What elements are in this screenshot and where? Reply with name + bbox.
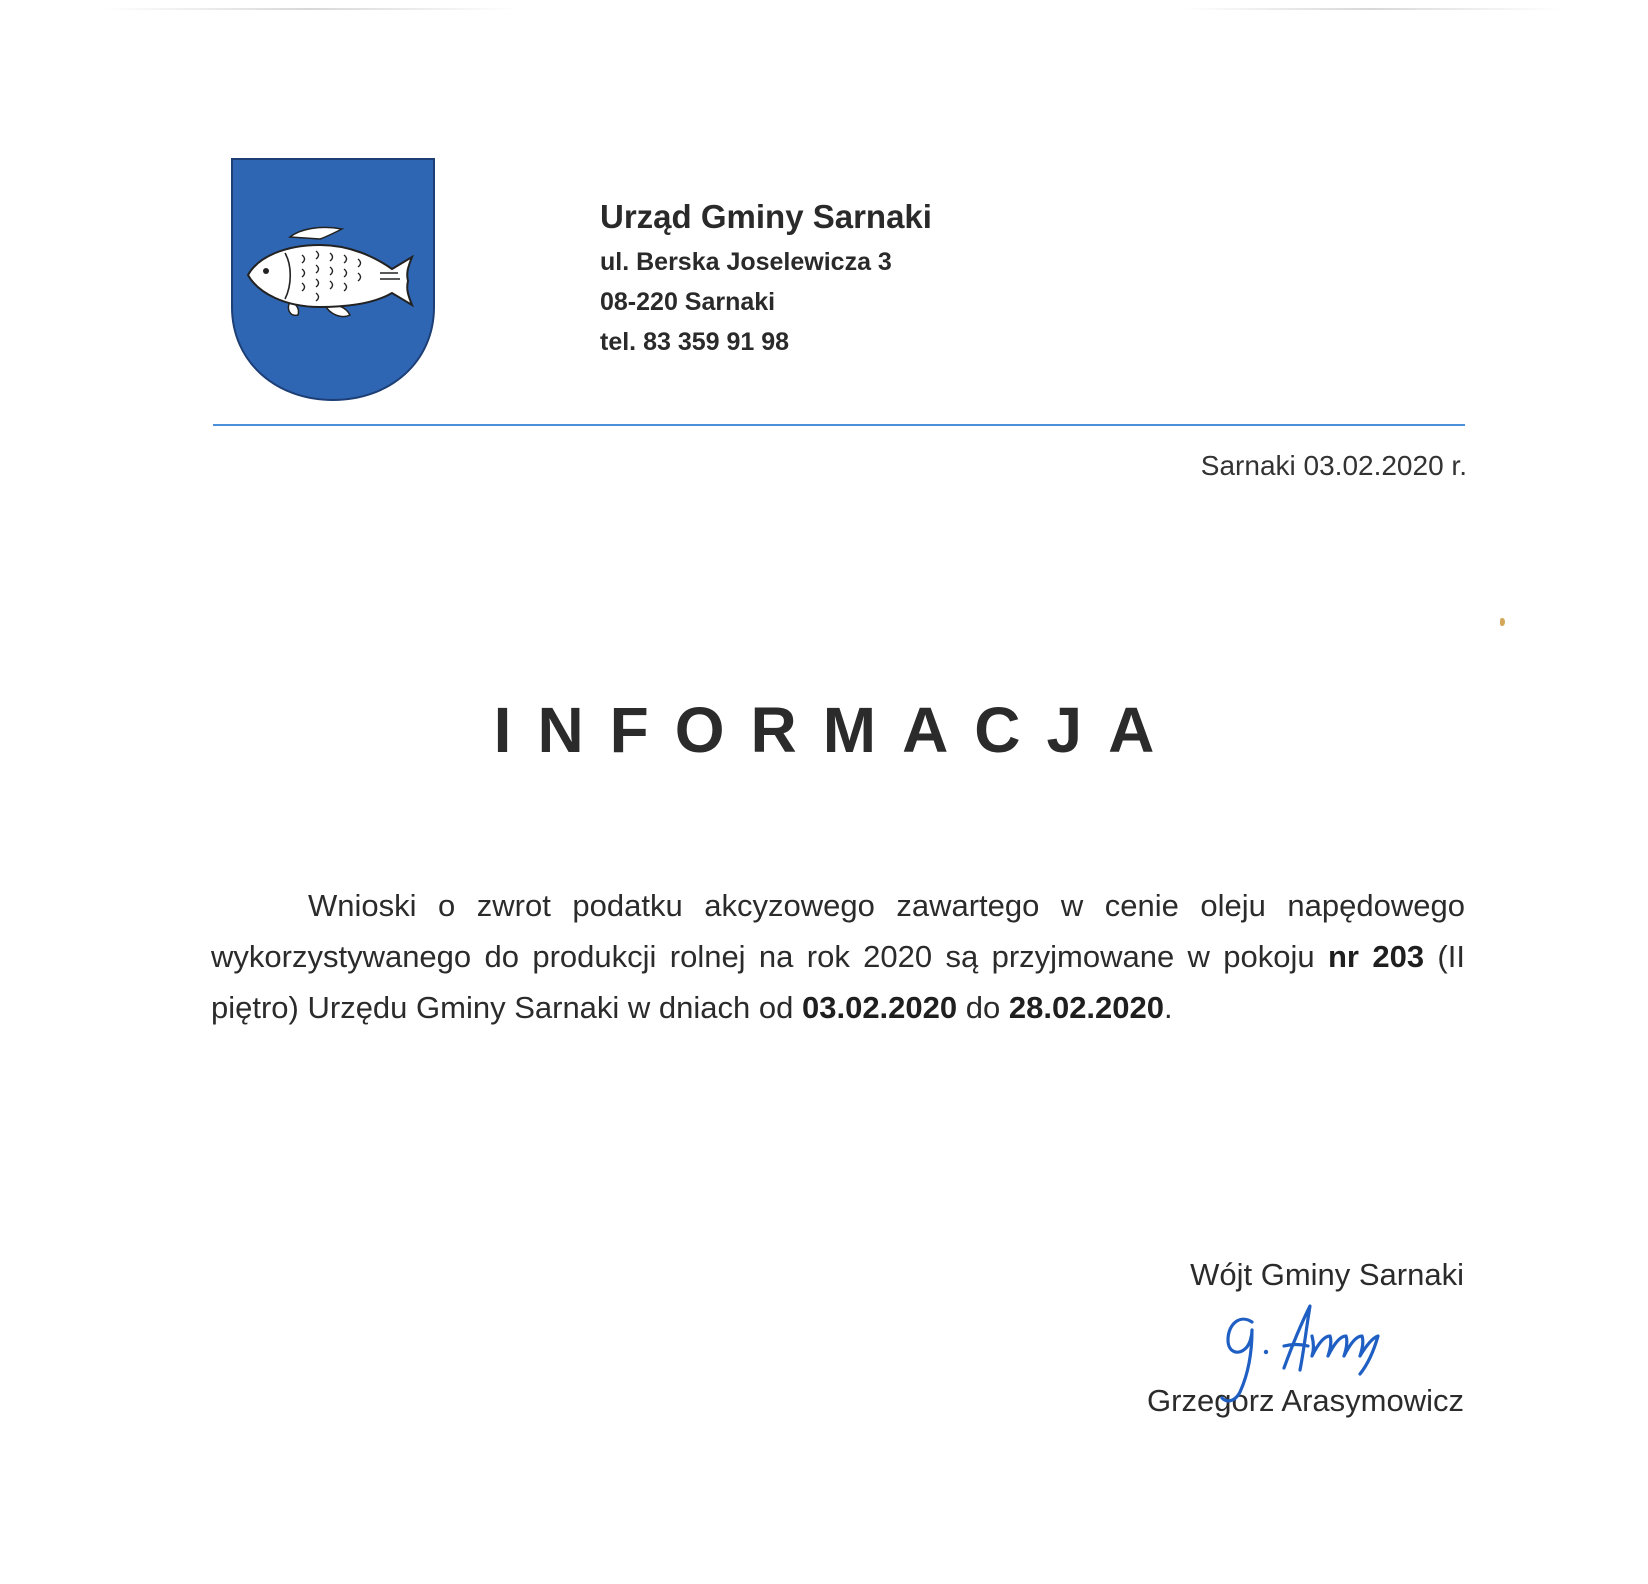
office-street: ul. Berska Joselewicza 3 <box>600 248 892 276</box>
letterhead-divider <box>213 424 1465 426</box>
scan-speck <box>1500 618 1505 626</box>
letterhead <box>600 192 1160 362</box>
document-title: INFORMACJA <box>493 694 1181 766</box>
signatory-name: Grzegorz Arasymowicz <box>1147 1383 1464 1418</box>
body-text-part: (II piętro) Urzędu Gminy Sarnaki w dniach od <box>211 939 1465 1025</box>
body-text-part: . <box>1164 990 1173 1025</box>
signatory-role: Wójt Gminy Sarnaki <box>1190 1257 1464 1292</box>
fish-coat-of-arms-icon <box>230 157 436 402</box>
date-to: 28.02.2020 <box>1008 990 1165 1025</box>
office-name: Urząd Gminy Sarnaki <box>600 198 932 235</box>
body-text-part: Wnioski o zwrot podatku akcyzowego zawartego w cenie oleju napędowego wykorzystywanego do produkcji rolnej na rok 2020 są przyjmowane w pokoju <box>211 888 1465 974</box>
handwritten-signature-icon <box>1200 1300 1420 1410</box>
document-date: Sarnaki 03.02.2020 r. <box>1200 450 1467 481</box>
office-postal-city: 08-220 Sarnaki <box>600 288 776 316</box>
office-phone: tel. 83 359 91 98 <box>600 328 790 356</box>
scan-edge-mark <box>100 8 520 10</box>
room-number: nr 203 <box>1328 939 1425 974</box>
date-from: 03.02.2020 <box>801 990 958 1025</box>
body-paragraph <box>211 880 1465 1033</box>
scan-edge-mark <box>1180 8 1560 10</box>
body-text-part: do <box>957 990 1009 1025</box>
